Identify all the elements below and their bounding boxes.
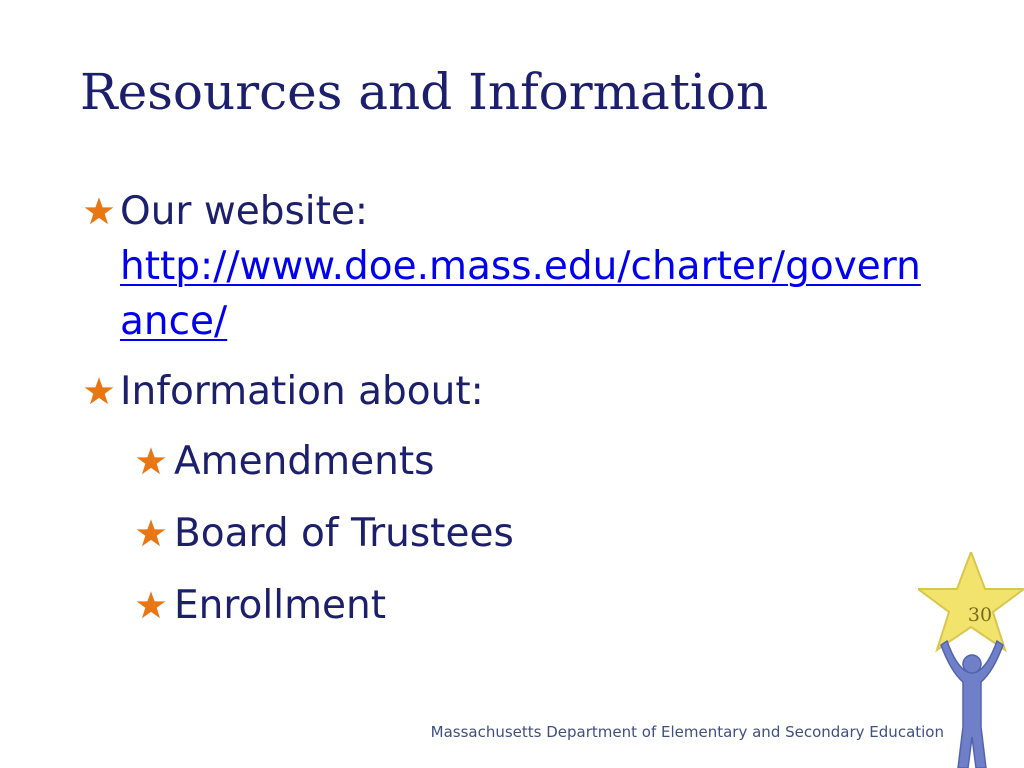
footer-text: Massachusetts Department of Elementary and Secondary Education (430, 723, 944, 741)
star-icon (136, 446, 166, 476)
star-icon (136, 590, 166, 620)
sub-bullet-label-amendments: Amendments (174, 439, 435, 484)
bullet-item-website (84, 184, 944, 349)
sub-bullet-item-enrollment (136, 578, 944, 633)
bullet-label-website: Our website: (120, 189, 369, 234)
star-person-icon (918, 552, 1024, 768)
sub-bullet-label-enrollment: Enrollment (174, 583, 387, 628)
sub-bullet-item-board (136, 506, 944, 561)
website-link[interactable]: http://www.doe.mass.edu/charter/governance/ (120, 244, 921, 344)
bullet-list (84, 184, 944, 650)
star-icon (84, 376, 114, 406)
slide-title: Resources and Information (80, 63, 769, 121)
page-number: 30 (967, 604, 993, 626)
bullet-item-information (84, 364, 944, 419)
star-icon (136, 518, 166, 548)
sub-bullet-item-amendments (136, 434, 944, 489)
sub-bullet-label-board: Board of Trustees (174, 511, 514, 556)
star-icon (84, 196, 114, 226)
bullet-label-information: Information about: (120, 369, 484, 414)
